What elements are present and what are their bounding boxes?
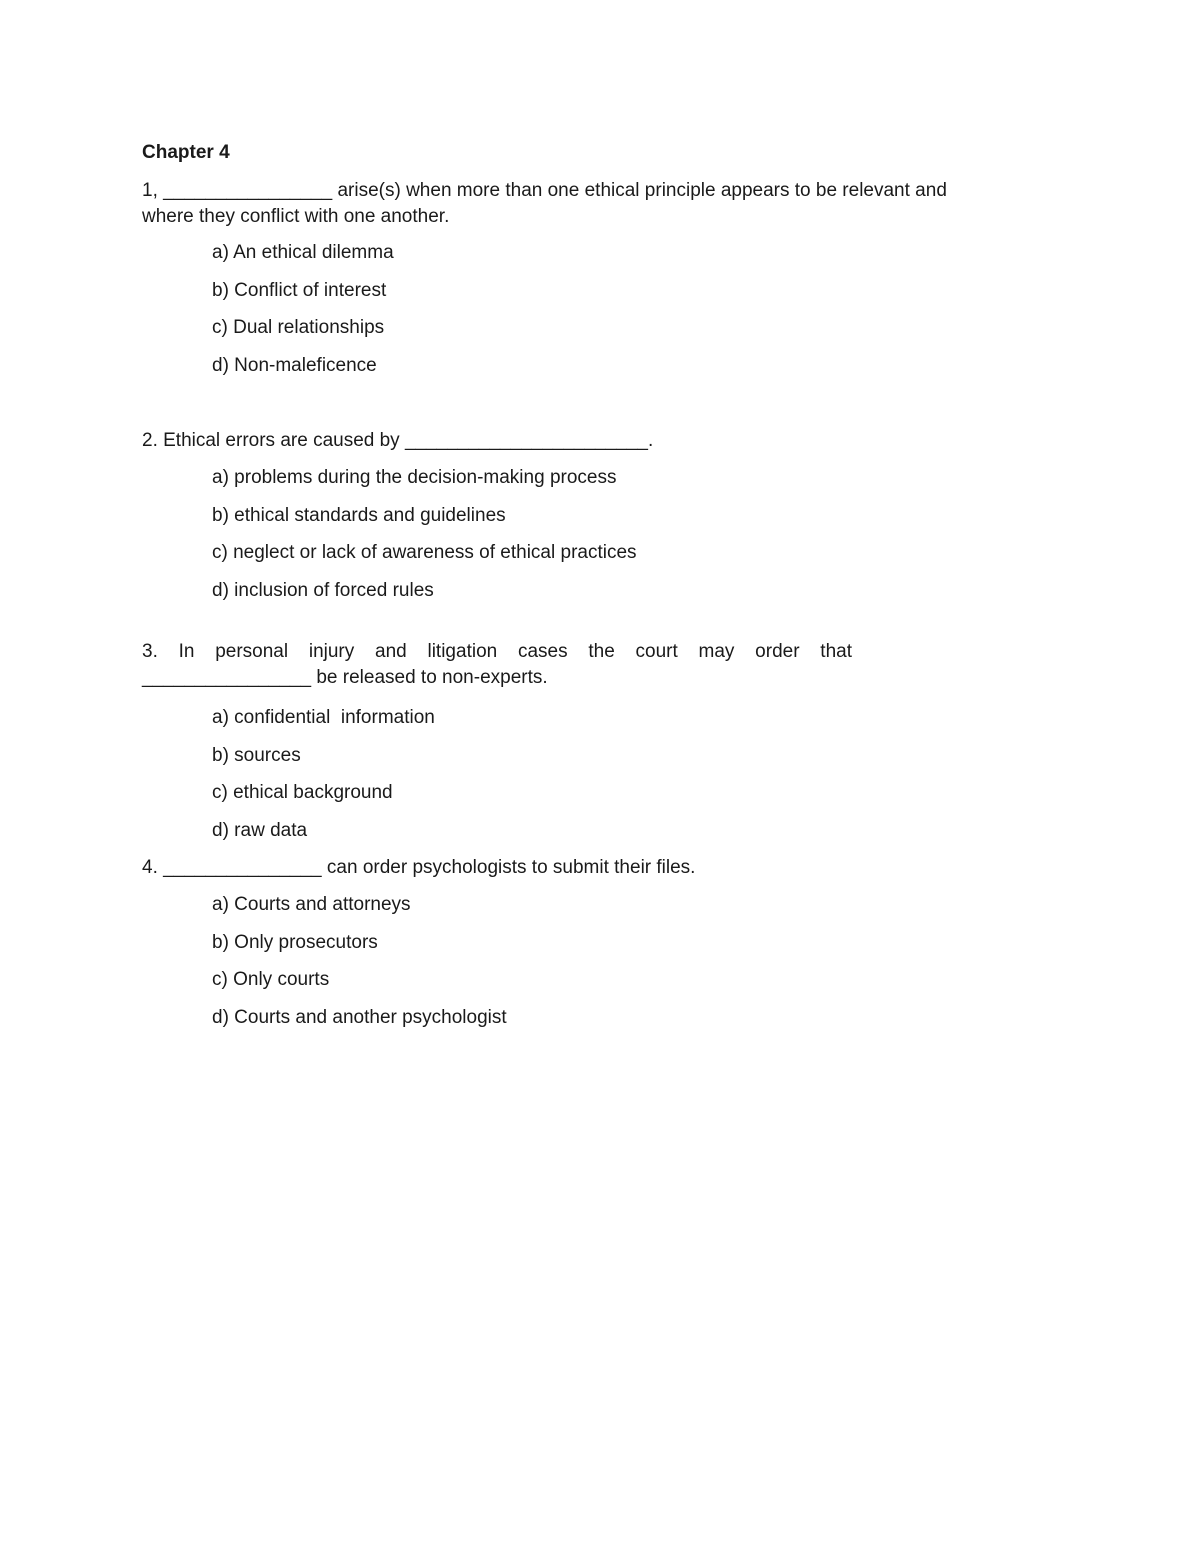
question-4 (142, 855, 1042, 881)
question-3 (142, 639, 1042, 691)
question-1 (142, 178, 1042, 230)
question-1-option-a: a) An ethical dilemma (212, 242, 394, 263)
question-1-options (212, 240, 394, 390)
question-4-option-c: c) Only courts (212, 969, 330, 990)
question-2-option-c: c) neglect or lack of awareness of ethical practices (212, 542, 637, 563)
question-2 (142, 428, 1042, 454)
chapter-title: Chapter 4 (142, 142, 230, 163)
question-3-option-d: d) raw data (212, 819, 308, 841)
question-3-line-2: ________________ be released to non-experts. (142, 667, 548, 688)
question-1-option-b: b) Conflict of interest (212, 279, 387, 301)
question-3-options (212, 705, 435, 855)
question-3-option-a: a) confidential information (212, 707, 435, 728)
question-3-option-b: b) sources (212, 744, 301, 766)
question-1-option-c: c) Dual relationships (212, 317, 385, 338)
question-2-line-1: 2. Ethical errors are caused by _______________________. (142, 430, 654, 451)
question-4-option-b: b) Only prosecutors (212, 931, 378, 953)
question-1-line-2: where they conflict with one another. (142, 206, 450, 227)
question-2-options (212, 465, 637, 615)
question-3-option-c: c) ethical background (212, 782, 393, 803)
question-2-option-d: d) inclusion of forced rules (212, 579, 434, 601)
question-4-option-d: d) Courts and another psychologist (212, 1006, 507, 1028)
question-4-options (212, 892, 507, 1042)
question-2-option-b: b) ethical standards and guidelines (212, 504, 506, 526)
question-4-line-1: 4. _______________ can order psychologists to submit their files. (142, 857, 696, 878)
question-3-line-1: 3. In personal injury and litigation cases the court may order that (142, 641, 852, 662)
question-1-line-1: 1, ________________ arise(s) when more than one ethical principle appears to be relevant and (142, 180, 947, 201)
question-1-option-d: d) Non-maleficence (212, 354, 377, 376)
question-2-option-a: a) problems during the decision-making process (212, 467, 617, 488)
question-4-option-a: a) Courts and attorneys (212, 894, 411, 915)
